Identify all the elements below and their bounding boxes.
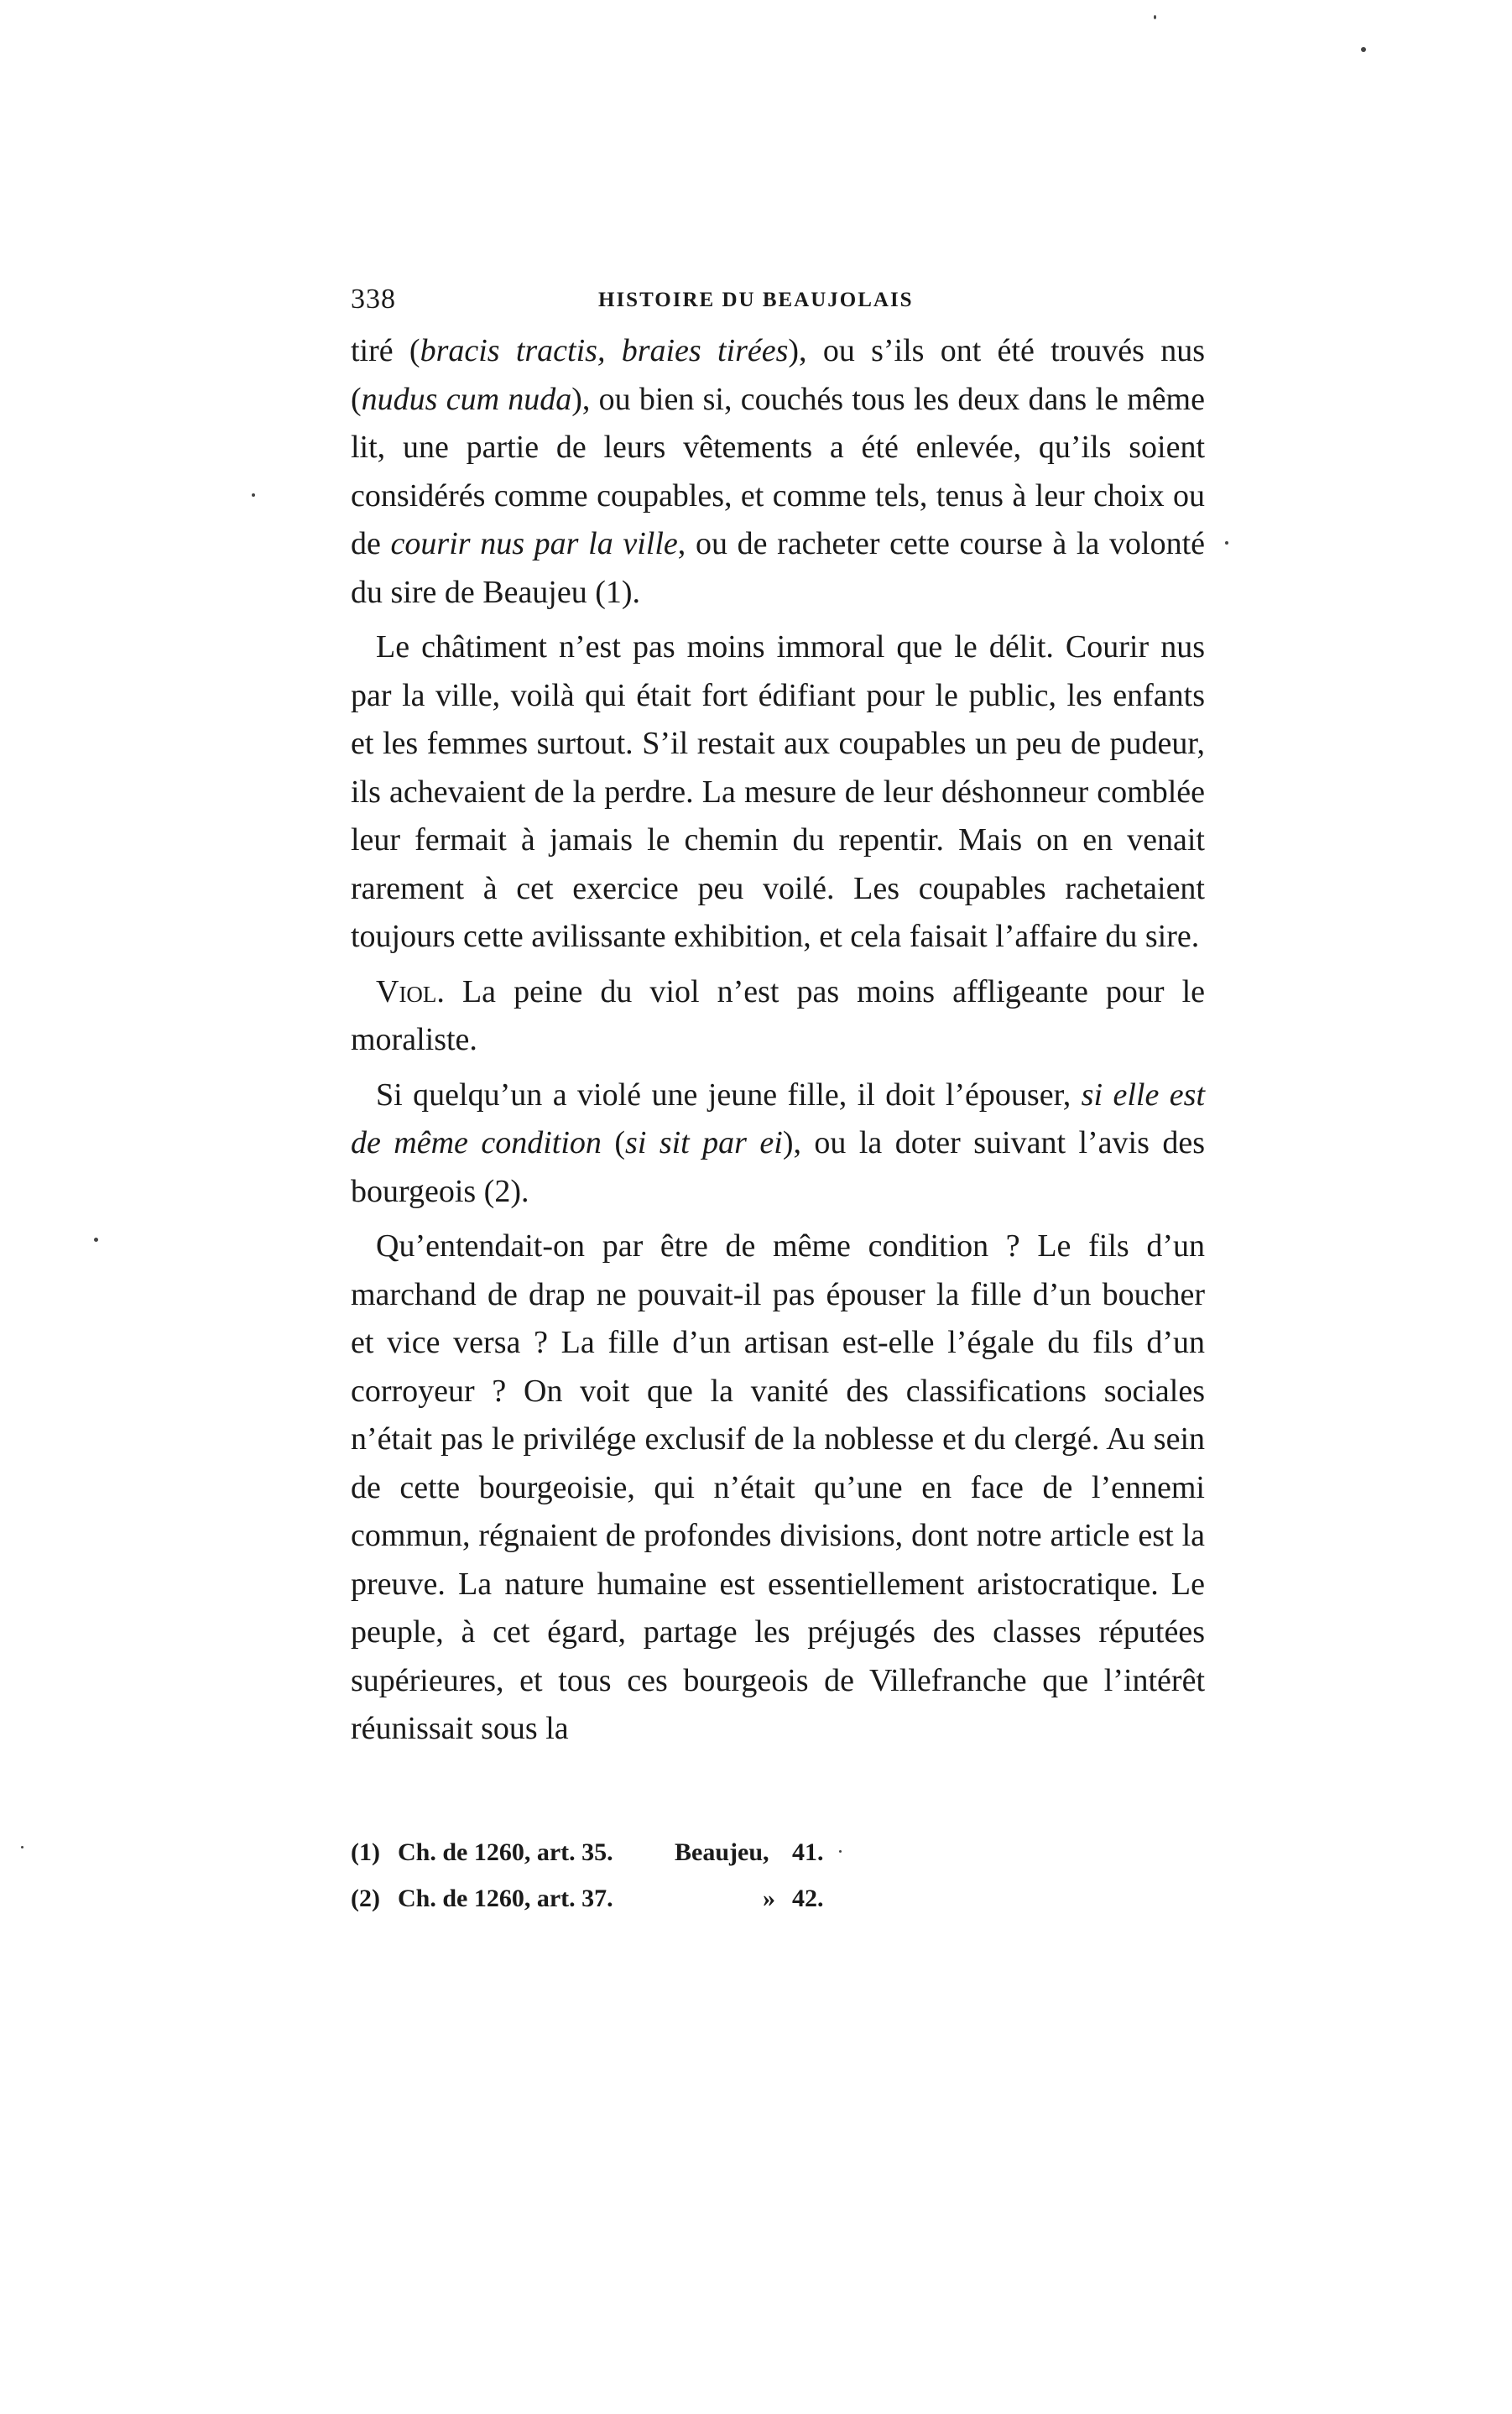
text-run: ( [601, 1125, 626, 1160]
running-title: HISTOIRE DU BEAUJOLAIS [598, 289, 914, 311]
paragraph-2 [351, 623, 1205, 962]
footnote-reference: Ch. de 1260, art. 35. [398, 1838, 613, 1866]
footnote-1 [351, 1829, 1205, 1875]
italic-phrase: courir nus par la ville [390, 526, 678, 561]
footnote-reference: Ch. de 1260, art. 37. [398, 1885, 613, 1912]
footnote-ditto-mark: » [763, 1885, 775, 1912]
footnote-number: (1) [351, 1838, 380, 1866]
text-run: ), ou bien si, couchés tous les deux dans le même lit, une partie de leurs vêtements a été enlevée, qu’ils soient considérés comme coupables, et comme tels, tenus à leur choix ou de [351, 381, 1205, 561]
text-run: Si quelqu’un a violé une jeune fille, il doit l’épouser, [376, 1077, 1082, 1113]
footnote-number: (2) [351, 1885, 380, 1912]
footnotes [351, 1829, 1205, 1921]
footnote-place: Beaujeu, [675, 1838, 769, 1866]
body-text [351, 327, 1205, 1754]
text-run: ), ou s’ils ont été trouvés nus ( [351, 333, 1205, 417]
italic-phrase: si elle est de même condition [351, 1077, 1205, 1160]
italic-phrase: bracis tractis, braies tirées [420, 333, 789, 368]
text-run: tiré ( [351, 333, 420, 368]
scan-speck [21, 1846, 23, 1848]
text-run: , ou de racheter cette course à la volonté du sire de Beaujeu (1). [351, 526, 1206, 610]
scan-speck [839, 1850, 842, 1853]
scan-speck [94, 1238, 98, 1242]
text-run: La peine du viol n’est pas moins affligeante pour le moraliste. [351, 973, 1205, 1057]
text-run: Le châtiment n’est pas moins immoral que le délit. Courir nus par la ville, voilà qui était fort édifiant pour le public, les enfants et les femmes surtout. S’il restait aux coupables un peu de pudeur, ils achevaient de la perdre. La mesure de leur déshonneur comblée leur fermait à jamais le chemin du repentir. Mais on en venait rarement à cet exercice peu voilé. Les coupables rachetaient toujours cette avilissante exhibition, et cela faisait l’affaire du sire. [351, 629, 1205, 954]
italic-phrase: nudus cum nuda [361, 381, 572, 417]
page-number: 338 [351, 284, 396, 315]
paragraph-1 [351, 327, 1205, 617]
running-head [351, 284, 1207, 326]
footnote-page: 42. [792, 1885, 824, 1912]
section-heading-inline: Viol. [376, 973, 445, 1009]
scan-speck [252, 493, 255, 497]
scan-speck [1225, 541, 1228, 545]
scan-speck [1154, 15, 1156, 19]
scan-speck [1361, 47, 1366, 52]
paragraph-5 [351, 1223, 1205, 1754]
italic-phrase: si sit par ei [625, 1125, 783, 1160]
footnote-page: 41. [792, 1838, 824, 1866]
paragraph-4 [351, 1071, 1205, 1217]
paragraph-3-viol [351, 968, 1205, 1065]
text-run: ), ou la doter suivant l’avis des bourgeois (2). [351, 1125, 1205, 1209]
footnote-2 [351, 1875, 1205, 1921]
text-run: Qu’entendait-on par être de même condition ? Le fils d’un marchand de drap ne pouvait-il pas épouser la fille d’un boucher et vice versa ? La fille d’un artisan est-elle l’égale du fils d’un corroyeur ? On voit que la vanité des classifications sociales n’était pas le privilége exclusif de la noblesse et du clergé. Au sein de cette bourgeoisie, qui n’était qu’une en face de l’ennemi commun, régnaient de profondes divisions, dont notre article est la preuve. La nature humaine est essentiellement aristocratique. Le peuple, à cet égard, partage les préjugés des classes réputées supérieures, et tous ces bourgeois de Villefranche que l’intérêt réunissait sous la [351, 1228, 1205, 1746]
